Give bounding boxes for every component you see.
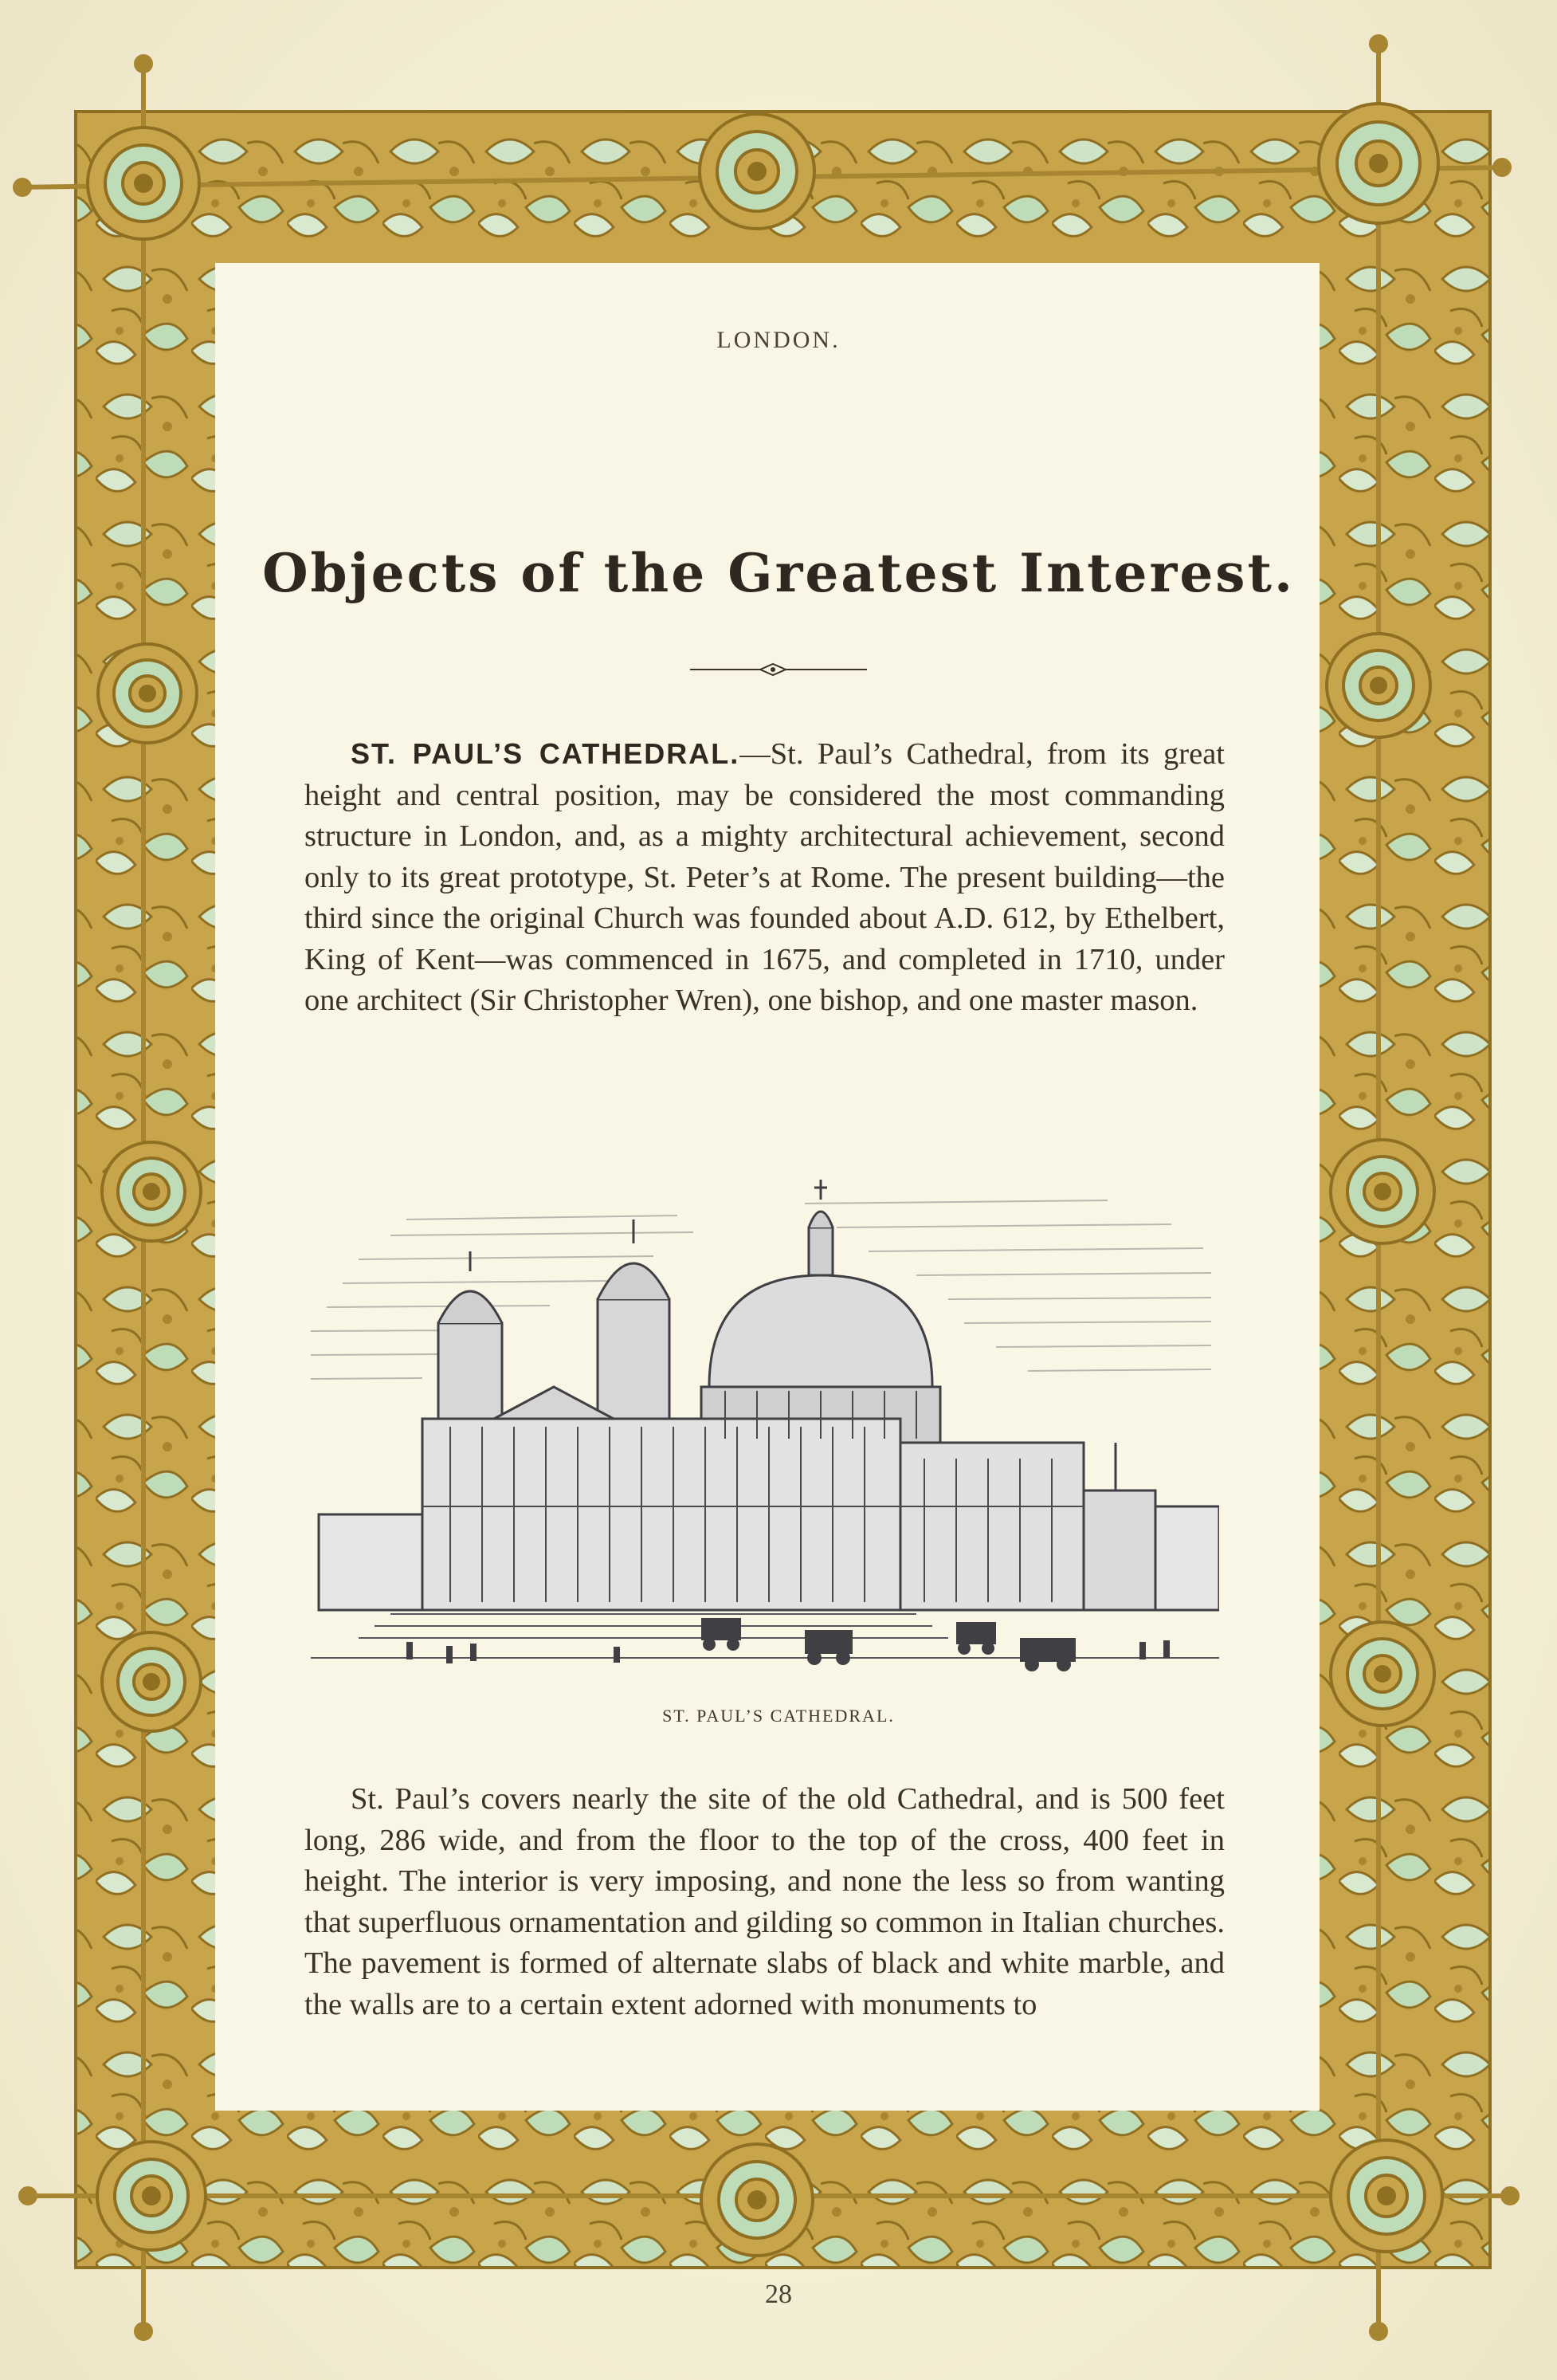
paragraph-st-pauls-intro bbox=[304, 733, 1225, 1022]
paragraph-1-text: —St. Paul’s Cathedral, from its great height and central position, may be considered the most commanding structure in London, and, as a mighty architectural achievement, second only to its great prototype, St. Peter’s at Rome. The present building—the third since the original Church was founded about A.D. 612, by Ethelbert, King of Kent—was commenced in 1675, and completed in 1710, under one architect (Sir Christopher Wren), one bishop, and one master mason. bbox=[304, 737, 1225, 1017]
running-head: LONDON. bbox=[716, 327, 841, 353]
section-title: Objects of the Greatest Interest. bbox=[262, 542, 1295, 604]
cathedral-engraving bbox=[311, 1172, 1219, 1682]
title-ornament bbox=[690, 662, 867, 677]
paragraph-st-pauls-dimensions: St. Paul’s covers nearly the site of the old Cathedral, and is 500 feet long, 286 wide, and from the floor to the top of the cross, 400 feet in height. The interior is very imposing, and none the less so from wanting that superfluous ornamentation and gilding so common in Italian churches. The pavement is formed of alternate slabs of black and white marble, and the walls are to a certain extent adorned with monuments to bbox=[304, 1782, 1225, 2021]
lead-in-heading: ST. PAUL’S CATHEDRAL. bbox=[351, 737, 740, 770]
page-number: 28 bbox=[765, 2280, 792, 2309]
figure-caption: ST. PAUL’S CATHEDRAL. bbox=[662, 1706, 895, 1726]
